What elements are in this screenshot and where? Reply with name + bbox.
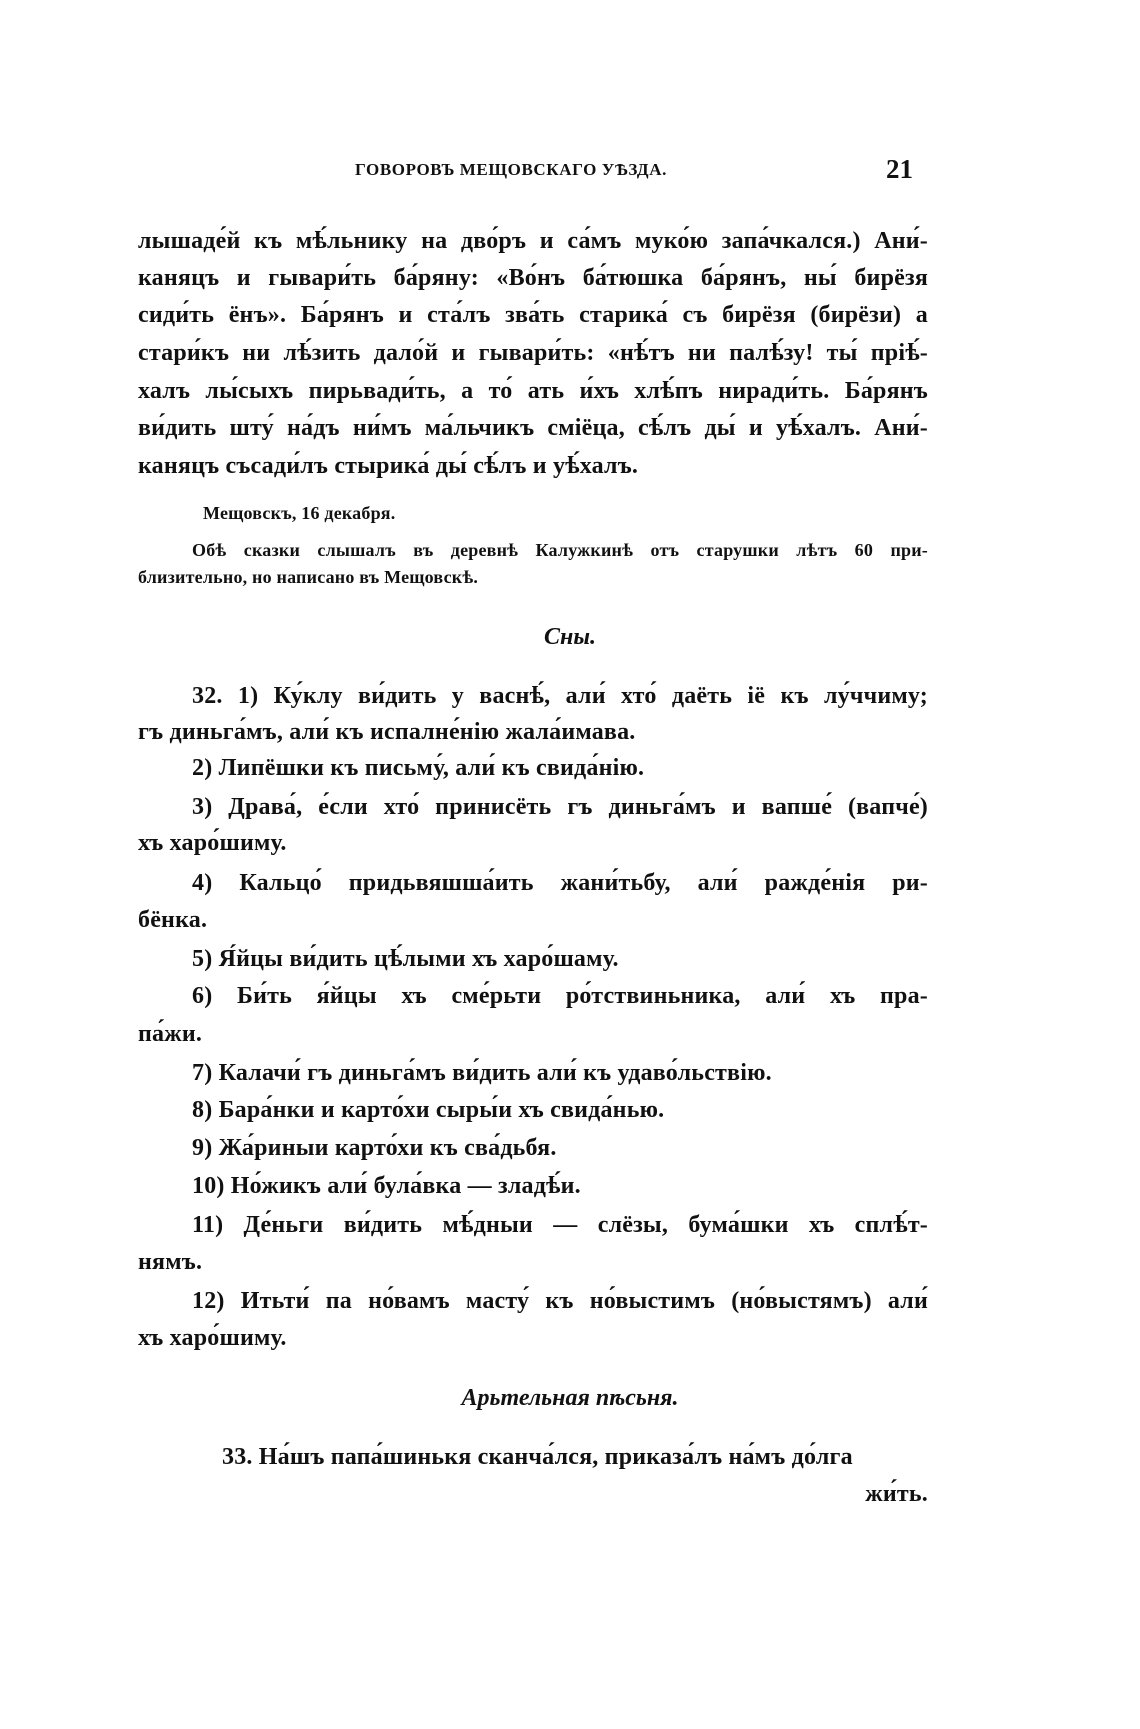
- page-number: 21: [886, 154, 913, 184]
- section-title-artel-song: Арьтельная пѣсьня.: [461, 1385, 679, 1411]
- paragraph-line: каняцъ и гывари́ть ба́ряну: «Во́нъ ба́тюшка ба́рянъ, ны́ бирёзя: [138, 265, 928, 291]
- paragraph-line: халъ лы́сыхъ пирьвади́ть, а то́ ать и́хъ хлѣ́пъ ниради́ть. Ба́рянъ: [138, 378, 928, 404]
- dream-line: 2) Липёшки къ письму́, али́ къ свида́нію.: [192, 755, 645, 781]
- dream-line: 10) Но́жикъ али́ була́вка — зладѣ́и.: [192, 1173, 581, 1199]
- footnote-line: близительно, но написано въ Мещовскѣ.: [138, 567, 479, 587]
- paragraph-line: сиди́ть ёнъ». Ба́рянъ и ста́лъ зва́ть старика́ съ бирёзя (бирёзи) а: [138, 302, 928, 328]
- paragraph-line: ви́дить шту́ на́дъ ни́мъ ма́льчикъ сміёца, сѣ́лъ ды́ и уѣ́халъ. Ани́-: [138, 415, 928, 441]
- dream-line: 5) Я́йцы ви́дить цѣ́лыми хъ харо́шаму.: [192, 946, 619, 972]
- dream-line: 32. 1) Ку́клу ви́дить у васнѣ́, али́ хто́ даёть іё къ лу́ччиму;: [192, 683, 928, 709]
- dream-line: хъ харо́шиму.: [138, 1325, 287, 1351]
- song-line: жи́ть.: [865, 1481, 928, 1507]
- dream-line: 11) Де́ньги ви́дить мѣ́дныи — слёзы, бума́шки хъ сплѣ́т-: [192, 1212, 928, 1238]
- footnote-line: Обѣ сказки слышалъ въ деревнѣ Калужкинѣ отъ старушки лѣтъ 60 при-: [192, 540, 928, 560]
- dream-line: бёнка.: [138, 907, 208, 933]
- paragraph-line: стари́къ ни лѣ́зить дало́й и гывари́ть: «нѣ́тъ ни палѣ́зу! ты́ пріѣ́-: [138, 340, 928, 366]
- dream-line: нямъ.: [138, 1249, 203, 1275]
- paragraph-line: каняцъ съсади́лъ стырика́ ды́ сѣ́лъ и уѣ́халъ.: [138, 453, 639, 479]
- dream-line: 12) Итьти́ па но́вамъ масту́ къ но́выстимъ (но́выстямъ) али́: [192, 1288, 928, 1314]
- running-header: ГОВОРОВЪ МЕЩОВСКАГО УѢЗДА.: [355, 160, 667, 179]
- song-line: 33. На́шъ папа́шинькя сканча́лся, приказа́лъ на́мъ до́лга: [222, 1444, 853, 1470]
- dream-line: гъ диньга́мъ, али́ къ испалне́нію жала́имава.: [138, 719, 636, 745]
- dream-line: 8) Бара́нки и карто́хи сыры́и хъ свида́нью.: [192, 1097, 665, 1123]
- dream-line: 6) Би́ть я́йцы хъ сме́рьти ро́тствиньника, али́ хъ пра-: [192, 983, 928, 1009]
- dream-line: 7) Калачи́ гъ диньга́мъ ви́дить али́ къ удаво́льствію.: [192, 1060, 772, 1086]
- dream-line: 3) Драва́, е́сли хто́ принисёть гъ диньга́мъ и вапше́ (вапче́): [192, 794, 928, 820]
- section-title-dreams: Сны.: [544, 624, 596, 650]
- dream-line: 4) Кальцо́ придьвяшша́ить жани́тьбу, али́ ражде́нія ри-: [192, 870, 928, 896]
- dream-line: хъ харо́шиму.: [138, 830, 287, 856]
- paragraph-line: лышаде́й къ мѣ́льнику на дво́ръ и са́мъ муко́ю запа́чкался.) Ани́-: [138, 228, 928, 254]
- dream-line: 9) Жа́риныи карто́хи къ сва́дьбя.: [192, 1135, 557, 1161]
- place-date-signature: Мещовскъ, 16 декабря.: [203, 503, 396, 523]
- dream-line: па́жи.: [138, 1021, 203, 1047]
